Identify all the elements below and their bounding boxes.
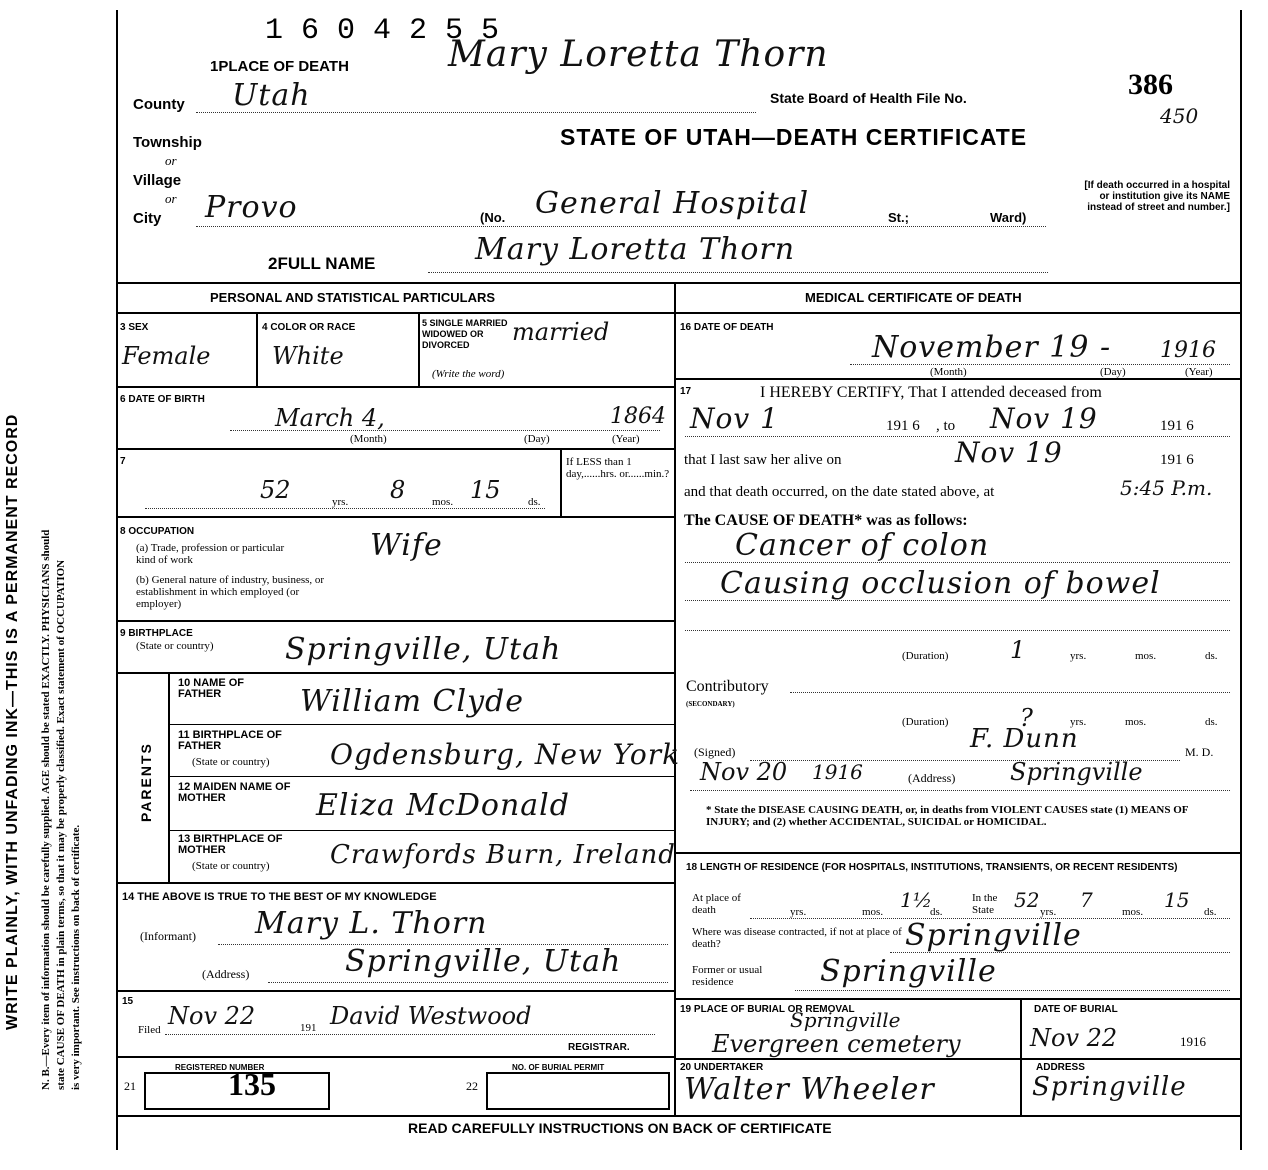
cause-line-1-rule: [685, 562, 1230, 563]
dod-month-label: (Month): [930, 366, 967, 378]
cause-line-3-rule: [685, 630, 1230, 631]
duration2-ds: ds.: [1205, 716, 1218, 728]
certify-number: 17: [680, 386, 692, 397]
cause-line-2-rule: [685, 600, 1230, 601]
in-state-label: In the State: [972, 892, 998, 916]
burial-place-value-2: Evergreen cemetery: [712, 1030, 961, 1058]
occurred-text: and that death occurred, on the date stated above, at: [684, 484, 995, 500]
place-of-death-label: 1PLACE OF DEATH: [210, 58, 349, 75]
dob-year-label: (Year): [612, 433, 640, 445]
row-line-1: [118, 386, 674, 388]
undertaker-address-value: Springville: [1032, 1072, 1187, 1102]
side-instruction-3: state CAUSE OF DEATH in plain terms, so that it may be properly classified. Exact statement of OCCUPATION: [55, 559, 67, 1090]
secondary-label: (SECONDARY): [686, 700, 735, 708]
age-divider: [560, 450, 562, 516]
full-name-line: [428, 272, 1048, 273]
attended-to: Nov 19: [990, 402, 1098, 435]
duration2-yrs: yrs.: [1070, 716, 1087, 728]
row-line-4: [118, 620, 674, 622]
birthplace-value: Springville, Utah: [285, 632, 562, 667]
full-name-value: Mary Loretta Thorn: [475, 232, 796, 267]
duration2-label: (Duration): [902, 716, 949, 728]
parents-label: PARENTS: [138, 742, 154, 822]
res-mos-label: mos.: [862, 906, 884, 918]
former-residence-label: Former or usual residence: [692, 964, 763, 988]
dob-day-label: (Day): [524, 433, 550, 445]
undertaker-label: 20 UNDERTAKER: [680, 1062, 764, 1073]
row-line-10: [118, 990, 674, 992]
registrar-signature: David Westwood: [330, 1002, 532, 1030]
last-saw-year: 191 6: [1160, 452, 1194, 468]
hospital-note: [If death occurred in a hospital or institution give its NAME instead of street and number.]: [1084, 180, 1230, 213]
row-line-8: [168, 830, 674, 831]
footer-instructions: READ CAREFULLY INSTRUCTIONS ON BACK OF CERTIFICATE: [408, 1120, 832, 1136]
informant-address-value: Springville, Utah: [345, 944, 622, 979]
time-of-death: 5:45 P.m.: [1120, 476, 1213, 500]
medical-heading: MEDICAL CERTIFICATE OF DEATH: [805, 290, 1022, 305]
physician-address-label: (Address): [908, 771, 956, 785]
dob-line: [230, 430, 660, 431]
bottom-border: [116, 1115, 1242, 1117]
dob-label: 6 DATE OF BIRTH: [120, 394, 205, 405]
contracted-label: Where was disease contracted, if not at place of death?: [692, 926, 902, 950]
place-of-death-stay-label: At place of death: [692, 892, 741, 916]
occupation-value: Wife: [370, 528, 443, 563]
age-mos-label: mos.: [432, 496, 454, 508]
street-label: St.;: [888, 210, 909, 225]
res-yrs-label: yrs.: [790, 906, 807, 918]
dob-month-label: (Month): [350, 433, 387, 445]
filed-line: [165, 1034, 655, 1035]
informant-label: (Informant): [140, 929, 196, 943]
marital-value: married: [512, 318, 610, 346]
sex-label: 3 SEX: [120, 322, 149, 333]
row-line-3: [118, 516, 674, 518]
to-label: , to: [936, 418, 956, 434]
burial-date-value: Nov 22: [1030, 1024, 1118, 1052]
informant-address-line: [268, 982, 668, 983]
father-value: William Clyde: [300, 684, 525, 719]
former-residence-line: [795, 990, 1230, 991]
informant-address-label: (Address): [202, 967, 250, 981]
file-number-hand: 450: [1160, 104, 1199, 128]
village-label: Village: [133, 172, 182, 189]
burial-place-label: 19 PLACE OF BURIAL OR REMOVAL: [680, 1004, 855, 1015]
burial-place-value-1: Springville: [790, 1008, 901, 1032]
less-than-day-note: If LESS than 1 day,......hrs. or......min.?: [566, 456, 670, 480]
or-label-2: or: [165, 191, 177, 206]
right-row-line-1: [676, 378, 1240, 380]
father-birthplace-value: Ogdensburg, New York: [330, 738, 681, 771]
state-mos-label: mos.: [1122, 906, 1144, 918]
cause-line-1: Cancer of colon: [735, 528, 990, 563]
duration-yrs: yrs.: [1070, 650, 1087, 662]
informant-value: Mary L. Thorn: [255, 906, 488, 941]
birthplace-label: 9 BIRTHPLACE: [120, 628, 193, 639]
left-border: [116, 10, 118, 1150]
dob-year: 1864: [610, 404, 666, 429]
age-years: 52: [260, 476, 291, 504]
hospital-value: General Hospital: [535, 186, 810, 221]
row-line-7: [168, 776, 674, 777]
side-instruction-4: is very important. See instructions on back of certificate.: [70, 824, 82, 1090]
physician-signature: F. Dunn: [970, 724, 1079, 754]
occupation-b: (b) General nature of industry, business, or establishment in which employed (or employer): [136, 574, 325, 610]
duration-value: 1: [1010, 636, 1026, 664]
color-value: White: [272, 342, 344, 370]
color-divider: [418, 314, 420, 386]
mother-birthplace-value: Crawfords Burn, Ireland: [330, 840, 676, 870]
age-yrs-label: yrs.: [332, 496, 349, 508]
undertaker-value: Walter Wheeler: [684, 1072, 935, 1107]
duration-ds: ds.: [1205, 650, 1218, 662]
dod-year-label: (Year): [1185, 366, 1213, 378]
file-number: 386: [1128, 68, 1173, 101]
right-row-line-2: [676, 852, 1240, 854]
row-line-2: [118, 448, 674, 450]
signed-date-line: [690, 790, 1230, 791]
city-value: Provo: [205, 190, 298, 225]
mother-birthplace-sub: (State or country): [192, 860, 270, 872]
contributory-line: [790, 692, 1230, 693]
attended-from: Nov 1: [690, 402, 779, 435]
right-row-line-4: [676, 1058, 1240, 1060]
contracted-value: Springville: [905, 918, 1082, 953]
last-saw-value: Nov 19: [955, 436, 1063, 469]
registered-number: 135: [228, 1066, 276, 1102]
sex-value: Female: [122, 342, 211, 370]
city-label: City: [133, 210, 162, 227]
filed-value: Nov 22: [168, 1002, 256, 1030]
row-line-9: [118, 882, 674, 884]
handwritten-name-top: Mary Loretta Thorn: [448, 34, 829, 75]
state-mos: 7: [1080, 888, 1093, 912]
township-label: Township: [133, 134, 202, 151]
row-line-11: [118, 1056, 674, 1058]
ward-label: Ward): [990, 210, 1027, 225]
last-saw-text: that I last saw her alive on: [684, 452, 842, 468]
father-birthplace-sub: (State or country): [192, 756, 270, 768]
burial-divider: [1020, 998, 1022, 1115]
city-line: [196, 226, 1046, 227]
contracted-line: [890, 952, 1230, 953]
state-yrs: 52: [1014, 888, 1040, 912]
burial-permit-box: [486, 1072, 670, 1110]
personal-heading: PERSONAL AND STATISTICAL PARTICULARS: [210, 290, 496, 305]
state-yrs-label: yrs.: [1040, 906, 1057, 918]
age-ds-label: ds.: [528, 496, 541, 508]
signed-date: Nov 20: [700, 758, 788, 786]
mother-label: 12 MAIDEN NAME OF MOTHER: [178, 781, 291, 804]
former-residence-value: Springville: [820, 954, 997, 989]
date-of-death-year: 1916: [1160, 338, 1216, 363]
mother-birthplace-label: 13 BIRTHPLACE OF MOTHER: [178, 833, 283, 856]
age-number: 7: [120, 456, 126, 467]
physician-address-value: Springville: [1010, 758, 1143, 786]
burial-date-label: DATE OF BURIAL: [1034, 1004, 1118, 1015]
reg-21: 21: [124, 1079, 136, 1093]
marital-label: 5 SINGLE MARRIED WIDOWED OR DIVORCED: [422, 318, 508, 350]
residence-label: 18 LENGTH OF RESIDENCE (FOR HOSPITALS, INSTITUTIONS, TRANSIENTS, OR RECENT RESIDENTS): [686, 862, 1178, 873]
reg-22: 22: [466, 1079, 478, 1093]
father-label: 10 NAME OF FATHER: [178, 677, 245, 700]
duration-label: (Duration): [902, 650, 949, 662]
right-border: [1240, 10, 1242, 1150]
certificate-title: STATE OF UTAH—DEATH CERTIFICATE: [560, 124, 1028, 150]
duration-mos: mos.: [1135, 650, 1157, 662]
occupation-a: (a) Trade, profession or particular kind of work: [136, 542, 285, 566]
attended-to-year: 191 6: [1160, 418, 1194, 434]
section-top-line: [118, 282, 1240, 284]
dod-day-label: (Day): [1100, 366, 1126, 378]
registrar-label: REGISTRAR.: [568, 1042, 630, 1053]
certify-text: I HEREBY CERTIFY, That I attended deceased from: [760, 384, 1102, 401]
state-ds: 15: [1164, 888, 1190, 912]
cause-line-2: Causing occlusion of bowel: [720, 566, 1161, 601]
full-name-label: 2FULL NAME: [268, 254, 376, 273]
filed-number: 15: [122, 996, 134, 1007]
marital-note: (Write the word): [432, 368, 505, 380]
signed-year: 1916: [812, 760, 863, 784]
undertaker-address-label: ADDRESS: [1036, 1062, 1085, 1073]
burial-year: 1916: [1180, 1034, 1206, 1049]
row-line-5: [118, 672, 674, 674]
cause-label: The CAUSE OF DEATH* was as follows:: [684, 512, 968, 529]
father-birthplace-label: 11 BIRTHPLACE OF FATHER: [178, 729, 282, 752]
county-line: [196, 112, 756, 113]
occupation-label: 8 OCCUPATION: [120, 526, 195, 537]
or-label-1: or: [165, 153, 177, 168]
state-ds-label: ds.: [1204, 906, 1217, 918]
county-label: County: [133, 96, 185, 113]
section-heading-line: [118, 312, 1240, 314]
dob-value: March 4,: [275, 404, 385, 432]
res-days: 1½: [900, 888, 933, 912]
mother-value: Eliza McDonald: [316, 788, 570, 823]
color-label: 4 COLOR OR RACE: [262, 322, 356, 333]
street-no-label: (No.: [480, 210, 506, 225]
burial-permit-label: NO. OF BURIAL PERMIT: [512, 1063, 605, 1072]
side-instruction-2: N. B.—Every item of information should be carefully supplied. AGE should be stated EXACTLY. PHYSICIANS should: [40, 529, 52, 1090]
age-days: 15: [470, 476, 501, 504]
row-line-6: [168, 724, 674, 725]
filed-label: Filed: [138, 1024, 161, 1036]
true-statement: 14 THE ABOVE IS TRUE TO THE BEST OF MY KNOWLEDGE: [122, 891, 437, 903]
date-of-death-value: November 19 -: [872, 330, 1112, 365]
certificate-number: 1 6 0 4 2 5 5: [265, 14, 500, 48]
birthplace-sub: (State or country): [136, 640, 214, 652]
dod-line: [850, 364, 1230, 365]
right-row-line-3: [676, 998, 1240, 1000]
duration2-mos: mos.: [1125, 716, 1147, 728]
contributory-label: Contributory: [686, 678, 769, 695]
county-value: Utah: [232, 78, 311, 113]
md-label: M. D.: [1185, 745, 1214, 759]
signed-label: (Signed): [694, 745, 736, 759]
age-line: [145, 508, 545, 509]
date-of-death-label: 16 DATE OF DEATH: [680, 322, 774, 333]
attended-from-year: 191 6: [886, 418, 920, 434]
cause-footnote: * State the DISEASE CAUSING DEATH, or, in deaths from VIOLENT CAUSES state (1) MEANS OF INJURY; and (2) whether ACCIDENTAL, SUICIDAL or HOMICIDAL.: [706, 804, 1189, 828]
parents-divider: [168, 672, 170, 882]
res-ds-label: ds.: [930, 906, 943, 918]
file-number-label: State Board of Health File No.: [770, 90, 967, 106]
registered-number-label: REGISTERED NUMBER: [175, 1063, 265, 1072]
duration2-value: ?: [1020, 704, 1033, 732]
column-divider: [674, 282, 676, 1117]
sex-divider: [256, 314, 258, 386]
side-instruction-main: WRITE PLAINLY, WITH UNFADING INK—THIS IS A PERMANENT RECORD: [4, 413, 21, 1030]
age-months: 8: [390, 476, 406, 504]
filed-year: 191: [300, 1022, 317, 1034]
